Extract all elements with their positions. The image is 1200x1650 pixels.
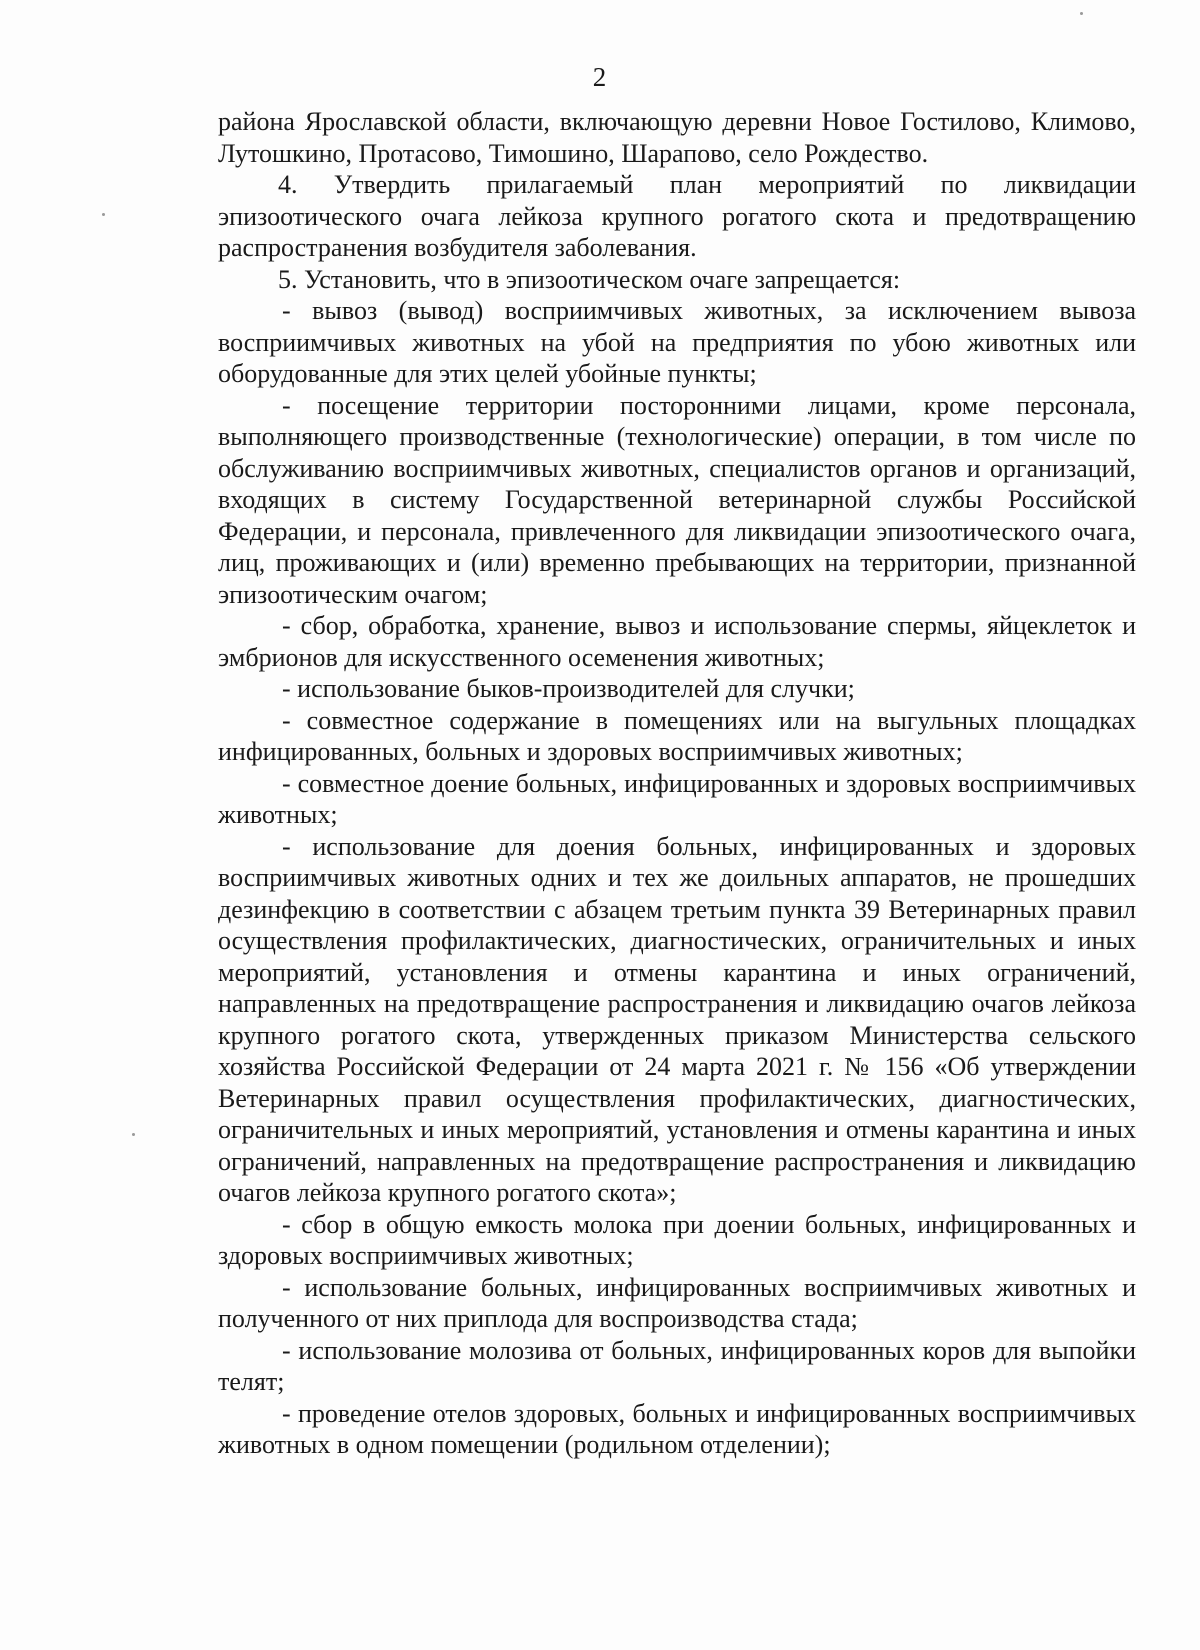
document-body	[218, 106, 1136, 1461]
prohibition-list-item: - вывоз (вывод) восприимчивых животных, за исключением вывоза восприимчивых животных на убой на предприятия по убою животных или оборудованные для этих целей убойные пункты;	[218, 296, 1136, 388]
prohibition-list-item: - сбор, обработка, хранение, вывоз и использование спермы, яйцеклеток и эмбрионов для искусственного осеменения животных;	[218, 611, 1136, 672]
paragraph-item-5: 5. Установить, что в эпизоотическом очаге запрещается:	[278, 264, 901, 294]
scan-speck	[1080, 12, 1083, 15]
paragraph-item-4: 4. Утвердить прилагаемый план мероприятий по ликвидации эпизоотического очага лейкоза крупного рогатого скота и предотвращению распространения возбудителя заболевания.	[218, 170, 1136, 262]
paragraph-continuation: района Ярославской области, включающую деревни Новое Гостилово, Климово, Лутошкино, Протасово, Тимошино, Шарапово, село Рождество.	[218, 107, 1136, 168]
prohibition-list-item: - проведение отелов здоровых, больных и инфицированных восприимчивых животных в одном помещении (родильном отделении);	[218, 1398, 1136, 1459]
scan-speck	[132, 1133, 135, 1136]
prohibition-list-item: - посещение территории посторонними лицами, кроме персонала, выполняющего производственные (технологические) операции, в том числе по обслуживанию восприимчивых животных, специалистов органов и организаций, входящих в систему Государственной ветеринарной службы Российской Федерации, и персонала, привлеченного для ликвидации эпизоотического очага, лиц, проживающих и (или) временно пребывающих на территории, признанной эпизоотическим очагом;	[218, 390, 1136, 609]
prohibition-list-item: - использование больных, инфицированных восприимчивых животных и полученного от них приплода для воспроизводства стада;	[218, 1272, 1136, 1333]
scan-speck	[102, 213, 105, 216]
prohibition-list-item: - сбор в общую емкость молока при доении больных, инфицированных и здоровых восприимчивых животных;	[218, 1209, 1136, 1270]
prohibition-list-item: - использование быков-производителей для случки;	[282, 674, 855, 703]
prohibition-list-item: - использование молозива от больных, инфицированных коров для выпойки телят;	[218, 1335, 1136, 1396]
prohibition-list-item: - совместное содержание в помещениях или на выгульных площадках инфицированных, больных и здоровых восприимчивых животных;	[218, 705, 1136, 766]
prohibition-list-item: - совместное доение больных, инфицированных и здоровых восприимчивых животных;	[218, 768, 1136, 829]
prohibition-list-item: - использование для доения больных, инфицированных и здоровых восприимчивых животных одних и тех же доильных аппаратов, не прошедших дезинфекцию в соответствии с абзацем третьим пункта 39 Ветеринарных правил осуществления профилактических, диагностических, ограничительных и иных мероприятий, установления и отмены карантина и иных ограничений, направленных на предотвращение распространения и ликвидацию очагов лейкоза крупного рогатого скота, утвержденных приказом Министерства сельского хозяйства Российской Федерации от 24 марта 2021 г. № 156 «Об утверждении Ветеринарных правил осуществления профилактических, диагностических, ограничительных и иных мероприятий, установления и отмены карантина и иных ограничений, направленных на предотвращение распространения и ликвидацию очагов лейкоза крупного рогатого скота»;	[218, 831, 1136, 1207]
page-number: 2	[592, 62, 608, 92]
